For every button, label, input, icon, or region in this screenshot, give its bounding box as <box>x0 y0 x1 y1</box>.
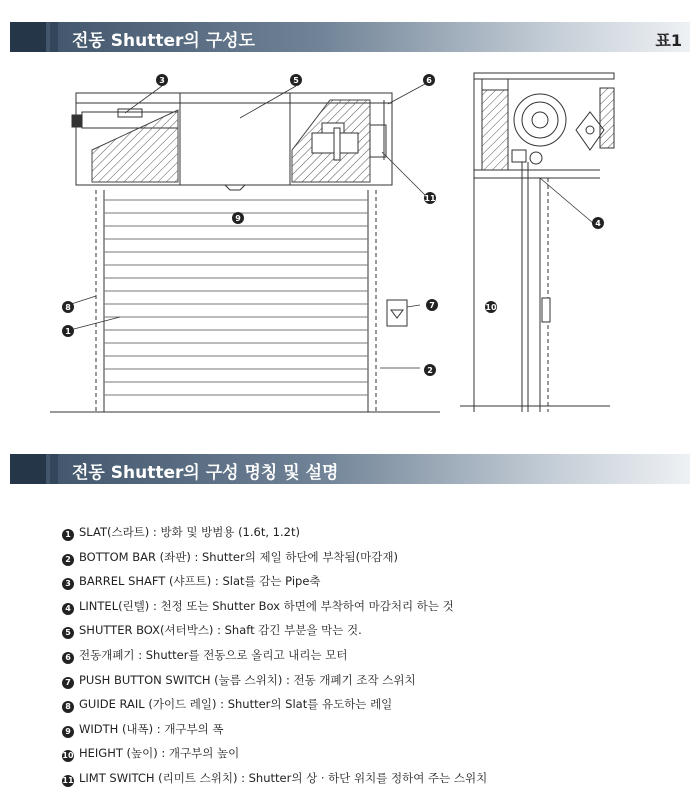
list-item <box>62 668 487 693</box>
item-number-badge: 7 <box>62 677 74 689</box>
list-item <box>62 520 487 545</box>
list-item <box>62 594 487 619</box>
item-number-badge: 6 <box>62 652 74 664</box>
list-item <box>62 545 487 570</box>
svg-text:11: 11 <box>424 194 436 203</box>
svg-text:10: 10 <box>485 303 497 312</box>
callout-9 <box>232 212 244 224</box>
item-number-badge: 2 <box>62 554 74 566</box>
callout-2 <box>424 364 436 376</box>
item-text: 전동개폐기 : Shutter를 전동으로 올리고 내리는 모터 <box>79 647 348 662</box>
list-item <box>62 618 487 643</box>
slats <box>104 200 368 395</box>
list-item <box>62 766 487 791</box>
svg-text:3: 3 <box>159 76 165 85</box>
item-number-badge: 1 <box>62 529 74 541</box>
list-item <box>62 692 487 717</box>
table-number: 표1 <box>655 31 682 50</box>
callout-8 <box>62 301 74 313</box>
callout-10 <box>485 301 497 313</box>
svg-text:1: 1 <box>65 327 71 336</box>
banner-accent-2 <box>50 22 58 52</box>
page-title: 전동 Shutter의 구성도 <box>72 31 255 51</box>
list-item <box>62 741 487 766</box>
item-number-badge: 8 <box>62 701 74 713</box>
item-number-badge: 10 <box>62 751 74 761</box>
item-text: BARREL SHAFT (샤프트) : Slat를 감는 Pipe축 <box>79 574 321 589</box>
component-list <box>62 520 487 791</box>
callout-1 <box>62 325 74 337</box>
callout-11 <box>424 192 436 204</box>
svg-text:7: 7 <box>429 301 435 310</box>
svg-text:9: 9 <box>235 214 241 223</box>
item-number-badge: 11 <box>62 775 74 785</box>
item-number-badge: 3 <box>62 578 74 590</box>
callout-4 <box>592 217 604 229</box>
callout-5 <box>290 74 302 86</box>
item-number-badge: 5 <box>62 627 74 639</box>
svg-text:6: 6 <box>426 76 432 85</box>
callout-6 <box>423 74 435 86</box>
svg-text:8: 8 <box>65 303 71 312</box>
callout-7 <box>426 299 438 311</box>
callout-3 <box>156 74 168 86</box>
svg-text:4: 4 <box>595 219 601 228</box>
section-banner <box>10 454 690 484</box>
item-text: LINTEL(린텔) : 천정 또는 Shutter Box 하면에 부착하여 마감처리 하는 것 <box>79 598 454 613</box>
list-item <box>62 717 487 742</box>
item-text: BOTTOM BAR (좌판) : Shutter의 제일 하단에 부착됨(마감재) <box>79 549 398 564</box>
item-number-badge: 4 <box>62 603 74 615</box>
header-banner <box>10 22 690 52</box>
item-text: SLAT(스라트) : 방화 및 방범용 (1.6t, 1.2t) <box>79 525 300 539</box>
section-banner-accent <box>10 454 46 484</box>
item-number-badge: 9 <box>62 726 74 738</box>
item-text: GUIDE RAIL (가이드 레일) : Shutter의 Slat를 유도하는 레일 <box>79 697 393 712</box>
list-item <box>62 569 487 594</box>
item-text: WIDTH (내폭) : 개구부의 폭 <box>79 721 224 736</box>
item-text: SHUTTER BOX(셔터박스) : Shaft 감긴 부분을 막는 것. <box>79 623 362 638</box>
shutter-diagram <box>0 60 700 430</box>
svg-text:2: 2 <box>427 366 433 375</box>
banner-accent <box>10 22 46 52</box>
section-title: 전동 Shutter의 구성 명칭 및 설명 <box>72 463 339 483</box>
list-item <box>62 643 487 668</box>
svg-text:5: 5 <box>293 76 299 85</box>
section-banner-accent-2 <box>50 454 58 484</box>
item-text: PUSH BUTTON SWITCH (눌름 스위치) : 전동 개폐기 조작 스위치 <box>79 672 416 687</box>
item-text: HEIGHT (높이) : 개구부의 높이 <box>79 746 240 761</box>
item-text: LIMT SWITCH (리미트 스위치) : Shutter의 상 · 하단 위치를 정하여 주는 스위치 <box>79 770 488 785</box>
